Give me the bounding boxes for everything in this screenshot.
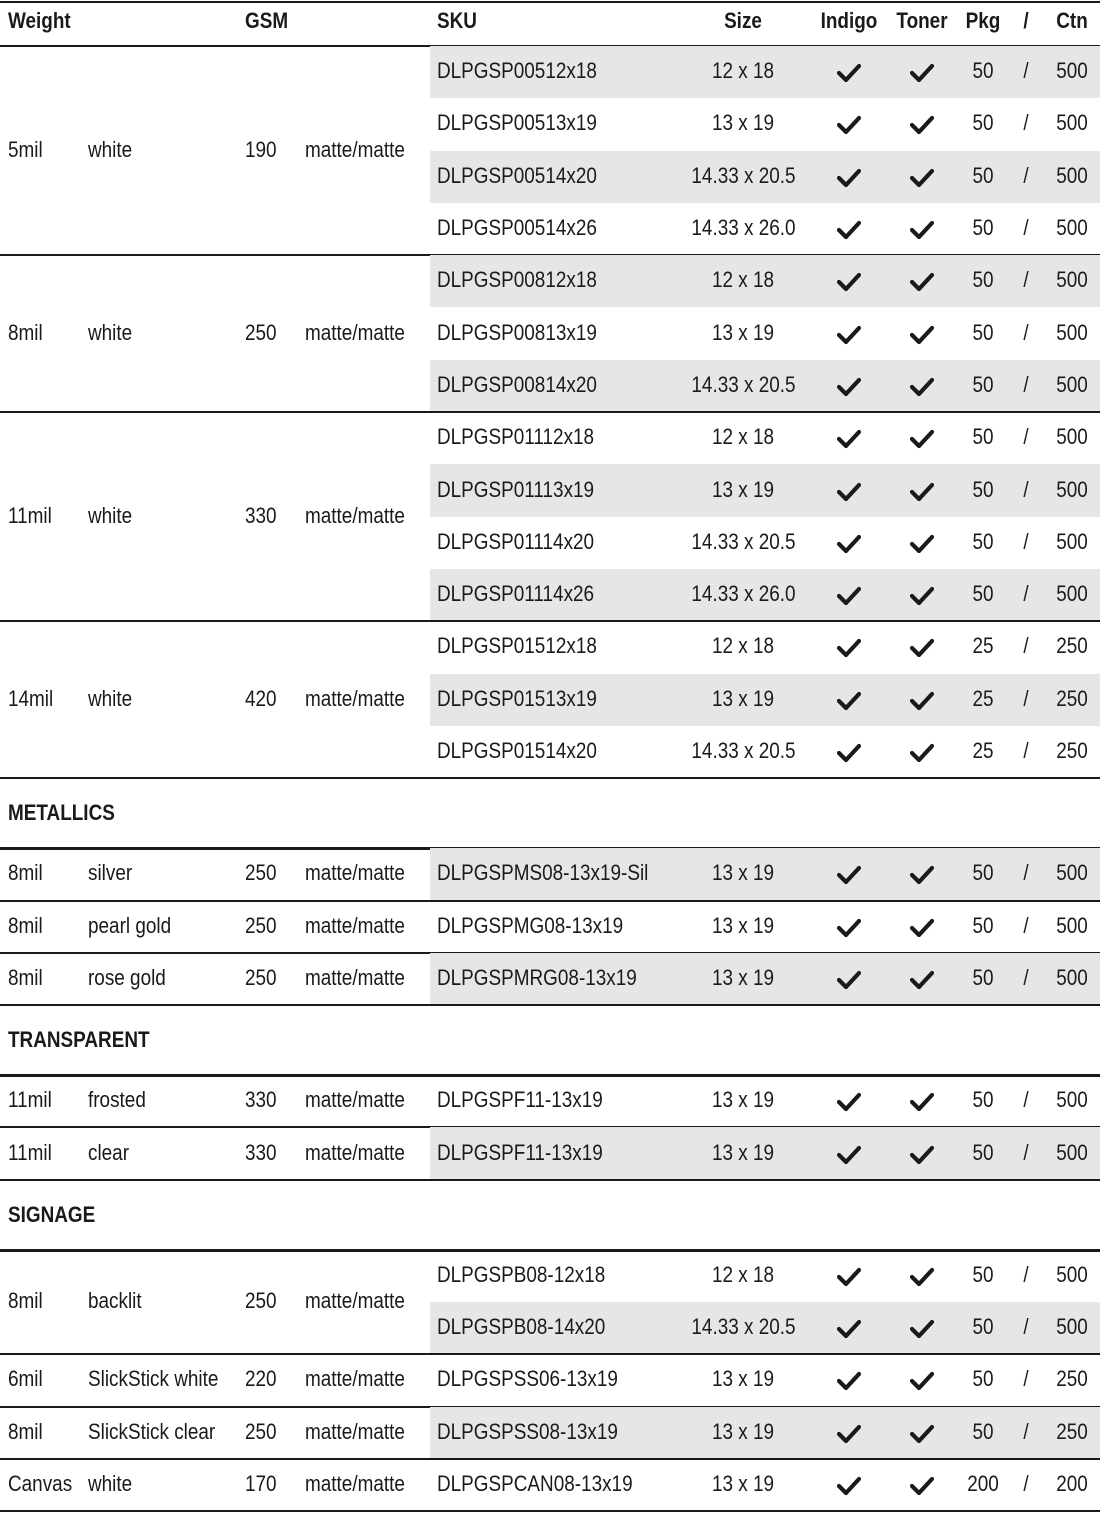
slash-cell: / xyxy=(1023,1087,1029,1113)
indigo-checkmark-icon xyxy=(837,865,861,885)
color-cell: silver xyxy=(88,860,133,886)
header-pkg: Pkg xyxy=(965,8,1001,33)
header-sku: SKU xyxy=(437,8,477,33)
finish-cell: matte/matte xyxy=(305,1471,405,1497)
slash-cell: / xyxy=(1023,1366,1029,1392)
pkg-cell: 50 xyxy=(972,110,994,136)
group-bottom-rule xyxy=(0,1458,1100,1460)
ctn-cell: 500 xyxy=(1056,964,1088,990)
slash-cell: / xyxy=(1023,1418,1029,1444)
pkg-cell: 50 xyxy=(972,371,994,397)
toner-checkmark-icon xyxy=(910,168,934,188)
pkg-cell: 50 xyxy=(972,58,994,84)
header-weight: Weight xyxy=(8,8,71,33)
sku-cell: DLPGSPB08-12x18 xyxy=(437,1261,606,1287)
ctn-cell: 500 xyxy=(1056,110,1088,136)
indigo-checkmark-icon xyxy=(837,1145,861,1165)
finish-cell: matte/matte xyxy=(305,860,405,886)
finish-cell: matte/matte xyxy=(305,136,405,162)
size-cell: 14.33 x 26.0 xyxy=(691,215,796,241)
weight-cell: 14mil xyxy=(8,685,54,711)
toner-checkmark-icon xyxy=(910,1371,934,1391)
header-ctn: Ctn xyxy=(1056,8,1088,33)
gsm-cell: 250 xyxy=(245,860,277,886)
ctn-cell: 500 xyxy=(1056,912,1088,938)
finish-cell: matte/matte xyxy=(305,1366,405,1392)
toner-checkmark-icon xyxy=(910,691,934,711)
section-top-rule xyxy=(0,1074,1100,1077)
pkg-cell: 50 xyxy=(972,1087,994,1113)
weight-cell: 6mil xyxy=(8,1366,43,1392)
indigo-checkmark-icon xyxy=(837,918,861,938)
slash-cell: / xyxy=(1023,162,1029,188)
indigo-checkmark-icon xyxy=(837,482,861,502)
pkg-cell: 25 xyxy=(972,633,994,659)
indigo-checkmark-icon xyxy=(837,1267,861,1287)
toner-checkmark-icon xyxy=(910,1145,934,1165)
sku-cell: DLPGSPMG08-13x19 xyxy=(437,912,624,938)
size-cell: 14.33 x 20.5 xyxy=(691,528,796,554)
slash-cell: / xyxy=(1023,319,1029,345)
gsm-cell: 190 xyxy=(245,136,277,162)
indigo-checkmark-icon xyxy=(837,220,861,240)
sku-cell: DLPGSP00514x20 xyxy=(437,162,597,188)
toner-checkmark-icon xyxy=(910,743,934,763)
toner-checkmark-icon xyxy=(910,586,934,606)
pkg-cell: 50 xyxy=(972,319,994,345)
slash-cell: / xyxy=(1023,964,1029,990)
gsm-cell: 250 xyxy=(245,1418,277,1444)
gsm-cell: 250 xyxy=(245,912,277,938)
slash-cell: / xyxy=(1023,581,1029,607)
ctn-cell: 500 xyxy=(1056,476,1088,502)
size-cell: 13 x 19 xyxy=(711,860,775,886)
indigo-checkmark-icon xyxy=(837,1092,861,1112)
pkg-cell: 50 xyxy=(972,1366,994,1392)
toner-checkmark-icon xyxy=(910,865,934,885)
ctn-cell: 500 xyxy=(1056,424,1088,450)
ctn-cell: 500 xyxy=(1056,860,1088,886)
toner-checkmark-icon xyxy=(910,482,934,502)
slash-cell: / xyxy=(1023,528,1029,554)
toner-checkmark-icon xyxy=(910,918,934,938)
indigo-checkmark-icon xyxy=(837,1476,861,1496)
ctn-cell: 500 xyxy=(1056,1087,1088,1113)
slash-cell: / xyxy=(1023,58,1029,84)
sku-cell: DLPGSP00512x18 xyxy=(437,58,597,84)
toner-checkmark-icon xyxy=(910,534,934,554)
weight-cell: 8mil xyxy=(8,964,43,990)
pkg-cell: 25 xyxy=(972,738,994,764)
section-title: TRANSPARENT xyxy=(8,1027,150,1053)
weight-cell: 8mil xyxy=(8,319,43,345)
weight-cell: 8mil xyxy=(8,1418,43,1444)
pkg-cell: 50 xyxy=(972,476,994,502)
size-cell: 14.33 x 20.5 xyxy=(691,738,796,764)
header-indigo: Indigo xyxy=(820,8,878,33)
sku-cell: DLPGSPF11-13x19 xyxy=(437,1087,603,1113)
color-cell: white xyxy=(88,136,133,162)
size-cell: 13 x 19 xyxy=(711,1087,775,1113)
group-bottom-rule xyxy=(0,1510,1100,1512)
ctn-cell: 250 xyxy=(1056,738,1088,764)
indigo-checkmark-icon xyxy=(837,377,861,397)
ctn-cell: 500 xyxy=(1056,1261,1088,1287)
toner-checkmark-icon xyxy=(910,325,934,345)
indigo-checkmark-icon xyxy=(837,691,861,711)
ctn-cell: 500 xyxy=(1056,58,1088,84)
weight-cell: 11mil xyxy=(8,1139,52,1165)
pkg-cell: 50 xyxy=(972,528,994,554)
pkg-cell: 50 xyxy=(972,581,994,607)
header-slash: / xyxy=(1023,8,1029,33)
sku-cell: DLPGSPF11-13x19 xyxy=(437,1139,603,1165)
pkg-cell: 50 xyxy=(972,912,994,938)
weight-cell: 11mil xyxy=(8,502,52,528)
slash-cell: / xyxy=(1023,476,1029,502)
size-cell: 13 x 19 xyxy=(711,319,775,345)
slash-cell: / xyxy=(1023,912,1029,938)
pkg-cell: 50 xyxy=(972,267,994,293)
slash-cell: / xyxy=(1023,267,1029,293)
ctn-cell: 500 xyxy=(1056,1139,1088,1165)
slash-cell: / xyxy=(1023,1471,1029,1497)
header-toner: Toner xyxy=(896,8,948,33)
finish-cell: matte/matte xyxy=(305,1418,405,1444)
finish-cell: matte/matte xyxy=(305,1139,405,1165)
toner-checkmark-icon xyxy=(910,1319,934,1339)
pkg-cell: 50 xyxy=(972,1139,994,1165)
section-title: SIGNAGE xyxy=(8,1201,96,1227)
slash-cell: / xyxy=(1023,1139,1029,1165)
sku-cell: DLPGSPSS06-13x19 xyxy=(437,1366,618,1392)
toner-checkmark-icon xyxy=(910,638,934,658)
size-cell: 12 x 18 xyxy=(711,58,775,84)
group-bottom-rule xyxy=(0,777,1100,779)
sku-cell: DLPGSPSS08-13x19 xyxy=(437,1418,618,1444)
weight-cell: 5mil xyxy=(8,136,43,162)
group-bottom-rule xyxy=(0,620,1100,622)
group-bottom-rule xyxy=(0,1353,1100,1355)
section-title: METALLICS xyxy=(8,800,115,826)
indigo-checkmark-icon xyxy=(837,638,861,658)
slash-cell: / xyxy=(1023,110,1029,136)
indigo-checkmark-icon xyxy=(837,534,861,554)
size-cell: 13 x 19 xyxy=(711,1139,775,1165)
group-bottom-rule xyxy=(0,900,1100,902)
finish-cell: matte/matte xyxy=(305,685,405,711)
ctn-cell: 500 xyxy=(1056,215,1088,241)
sku-cell: DLPGSP01113x19 xyxy=(437,476,595,502)
section-top-rule xyxy=(0,1249,1100,1252)
header-gsm: GSM xyxy=(245,8,289,33)
toner-checkmark-icon xyxy=(910,1267,934,1287)
gsm-cell: 330 xyxy=(245,502,277,528)
slash-cell: / xyxy=(1023,738,1029,764)
sku-cell: DLPGSP00514x26 xyxy=(437,215,597,241)
color-cell: SlickStick clear xyxy=(88,1418,216,1444)
indigo-checkmark-icon xyxy=(837,325,861,345)
color-cell: white xyxy=(88,1471,133,1497)
pkg-cell: 50 xyxy=(972,1261,994,1287)
weight-cell: 8mil xyxy=(8,860,43,886)
pkg-cell: 50 xyxy=(972,1418,994,1444)
group-bottom-rule xyxy=(0,1004,1100,1006)
toner-checkmark-icon xyxy=(910,63,934,83)
finish-cell: matte/matte xyxy=(305,502,405,528)
ctn-cell: 500 xyxy=(1056,1314,1088,1340)
toner-checkmark-icon xyxy=(910,115,934,135)
color-cell: SlickStick white xyxy=(88,1366,219,1392)
ctn-cell: 250 xyxy=(1056,1366,1088,1392)
toner-checkmark-icon xyxy=(910,272,934,292)
color-cell: white xyxy=(88,319,133,345)
ctn-cell: 250 xyxy=(1056,633,1088,659)
sku-cell: DLPGSP00814x20 xyxy=(437,371,597,397)
ctn-cell: 500 xyxy=(1056,371,1088,397)
slash-cell: / xyxy=(1023,633,1029,659)
sku-cell: DLPGSP00812x18 xyxy=(437,267,597,293)
size-cell: 13 x 19 xyxy=(711,476,775,502)
toner-checkmark-icon xyxy=(910,1424,934,1444)
pkg-cell: 200 xyxy=(967,1471,999,1497)
group-bottom-rule xyxy=(0,411,1100,413)
ctn-cell: 250 xyxy=(1056,685,1088,711)
ctn-cell: 500 xyxy=(1056,319,1088,345)
size-cell: 14.33 x 20.5 xyxy=(691,162,796,188)
color-cell: white xyxy=(88,502,133,528)
gsm-cell: 170 xyxy=(245,1471,277,1497)
slash-cell: / xyxy=(1023,1261,1029,1287)
slash-cell: / xyxy=(1023,860,1029,886)
toner-checkmark-icon xyxy=(910,377,934,397)
sku-cell: DLPGSPCAN08-13x19 xyxy=(437,1471,633,1497)
finish-cell: matte/matte xyxy=(305,319,405,345)
gsm-cell: 330 xyxy=(245,1139,277,1165)
sku-cell: DLPGSP00813x19 xyxy=(437,319,597,345)
size-cell: 12 x 18 xyxy=(711,1261,775,1287)
ctn-cell: 500 xyxy=(1056,581,1088,607)
size-cell: 13 x 19 xyxy=(711,912,775,938)
color-cell: backlit xyxy=(88,1288,142,1313)
color-cell: pearl gold xyxy=(88,912,172,938)
finish-cell: matte/matte xyxy=(305,1288,405,1313)
gsm-cell: 250 xyxy=(245,1288,277,1313)
gsm-cell: 250 xyxy=(245,319,277,345)
size-cell: 13 x 19 xyxy=(711,1418,775,1444)
sku-cell: DLPGSP01512x18 xyxy=(437,633,597,659)
finish-cell: matte/matte xyxy=(305,912,405,938)
size-cell: 13 x 19 xyxy=(711,964,775,990)
gsm-cell: 420 xyxy=(245,685,277,711)
size-cell: 13 x 19 xyxy=(711,110,775,136)
ctn-cell: 500 xyxy=(1056,267,1088,293)
toner-checkmark-icon xyxy=(910,429,934,449)
size-cell: 13 x 19 xyxy=(711,1471,775,1497)
indigo-checkmark-icon xyxy=(837,1424,861,1444)
color-cell: clear xyxy=(88,1139,130,1165)
indigo-checkmark-icon xyxy=(837,970,861,990)
slash-cell: / xyxy=(1023,685,1029,711)
slash-cell: / xyxy=(1023,215,1029,241)
sku-cell: DLPGSPMRG08-13x19 xyxy=(437,964,637,990)
toner-checkmark-icon xyxy=(910,970,934,990)
indigo-checkmark-icon xyxy=(837,1319,861,1339)
gsm-cell: 250 xyxy=(245,964,277,990)
indigo-checkmark-icon xyxy=(837,429,861,449)
size-cell: 14.33 x 26.0 xyxy=(691,581,796,607)
pkg-cell: 50 xyxy=(972,1314,994,1340)
size-cell: 12 x 18 xyxy=(711,267,775,293)
group-bottom-rule xyxy=(0,1179,1100,1181)
gsm-cell: 220 xyxy=(245,1366,277,1392)
header-top-rule xyxy=(0,1,1100,3)
indigo-checkmark-icon xyxy=(837,115,861,135)
pkg-cell: 50 xyxy=(972,964,994,990)
slash-cell: / xyxy=(1023,424,1029,450)
sku-cell: DLPGSPMS08-13x19-Sil xyxy=(437,860,649,886)
pkg-cell: 50 xyxy=(972,215,994,241)
indigo-checkmark-icon xyxy=(837,168,861,188)
slash-cell: / xyxy=(1023,371,1029,397)
header-size: Size xyxy=(724,8,762,33)
indigo-checkmark-icon xyxy=(837,586,861,606)
size-cell: 13 x 19 xyxy=(711,1366,775,1392)
toner-checkmark-icon xyxy=(910,1092,934,1112)
size-cell: 14.33 x 20.5 xyxy=(691,1314,796,1340)
pkg-cell: 50 xyxy=(972,860,994,886)
size-cell: 12 x 18 xyxy=(711,633,775,659)
indigo-checkmark-icon xyxy=(837,272,861,292)
weight-cell: 11mil xyxy=(8,1087,52,1113)
color-cell: frosted xyxy=(88,1087,146,1113)
ctn-cell: 500 xyxy=(1056,162,1088,188)
indigo-checkmark-icon xyxy=(837,63,861,83)
ctn-cell: 250 xyxy=(1056,1418,1088,1444)
sku-cell: DLPGSP01513x19 xyxy=(437,685,597,711)
size-cell: 12 x 18 xyxy=(711,424,775,450)
finish-cell: matte/matte xyxy=(305,964,405,990)
weight-cell: 8mil xyxy=(8,1288,43,1313)
weight-cell: 8mil xyxy=(8,912,43,938)
indigo-checkmark-icon xyxy=(837,1371,861,1391)
size-cell: 14.33 x 20.5 xyxy=(691,371,796,397)
finish-cell: matte/matte xyxy=(305,1087,405,1113)
pkg-cell: 50 xyxy=(972,162,994,188)
sku-cell: DLPGSP01112x18 xyxy=(437,424,595,450)
sku-cell: DLPGSPB08-14x20 xyxy=(437,1314,606,1340)
color-cell: rose gold xyxy=(88,964,166,990)
toner-checkmark-icon xyxy=(910,220,934,240)
pkg-cell: 50 xyxy=(972,424,994,450)
weight-cell: Canvas xyxy=(8,1471,73,1497)
color-cell: white xyxy=(88,685,133,711)
sku-cell: DLPGSP01114x26 xyxy=(437,581,595,607)
sku-cell: DLPGSP00513x19 xyxy=(437,110,597,136)
sku-cell: DLPGSP01114x20 xyxy=(437,528,595,554)
gsm-cell: 330 xyxy=(245,1087,277,1113)
toner-checkmark-icon xyxy=(910,1476,934,1496)
slash-cell: / xyxy=(1023,1314,1029,1340)
ctn-cell: 500 xyxy=(1056,528,1088,554)
indigo-checkmark-icon xyxy=(837,743,861,763)
sku-cell: DLPGSP01514x20 xyxy=(437,738,597,764)
pkg-cell: 25 xyxy=(972,685,994,711)
size-cell: 13 x 19 xyxy=(711,685,775,711)
ctn-cell: 200 xyxy=(1056,1471,1088,1497)
